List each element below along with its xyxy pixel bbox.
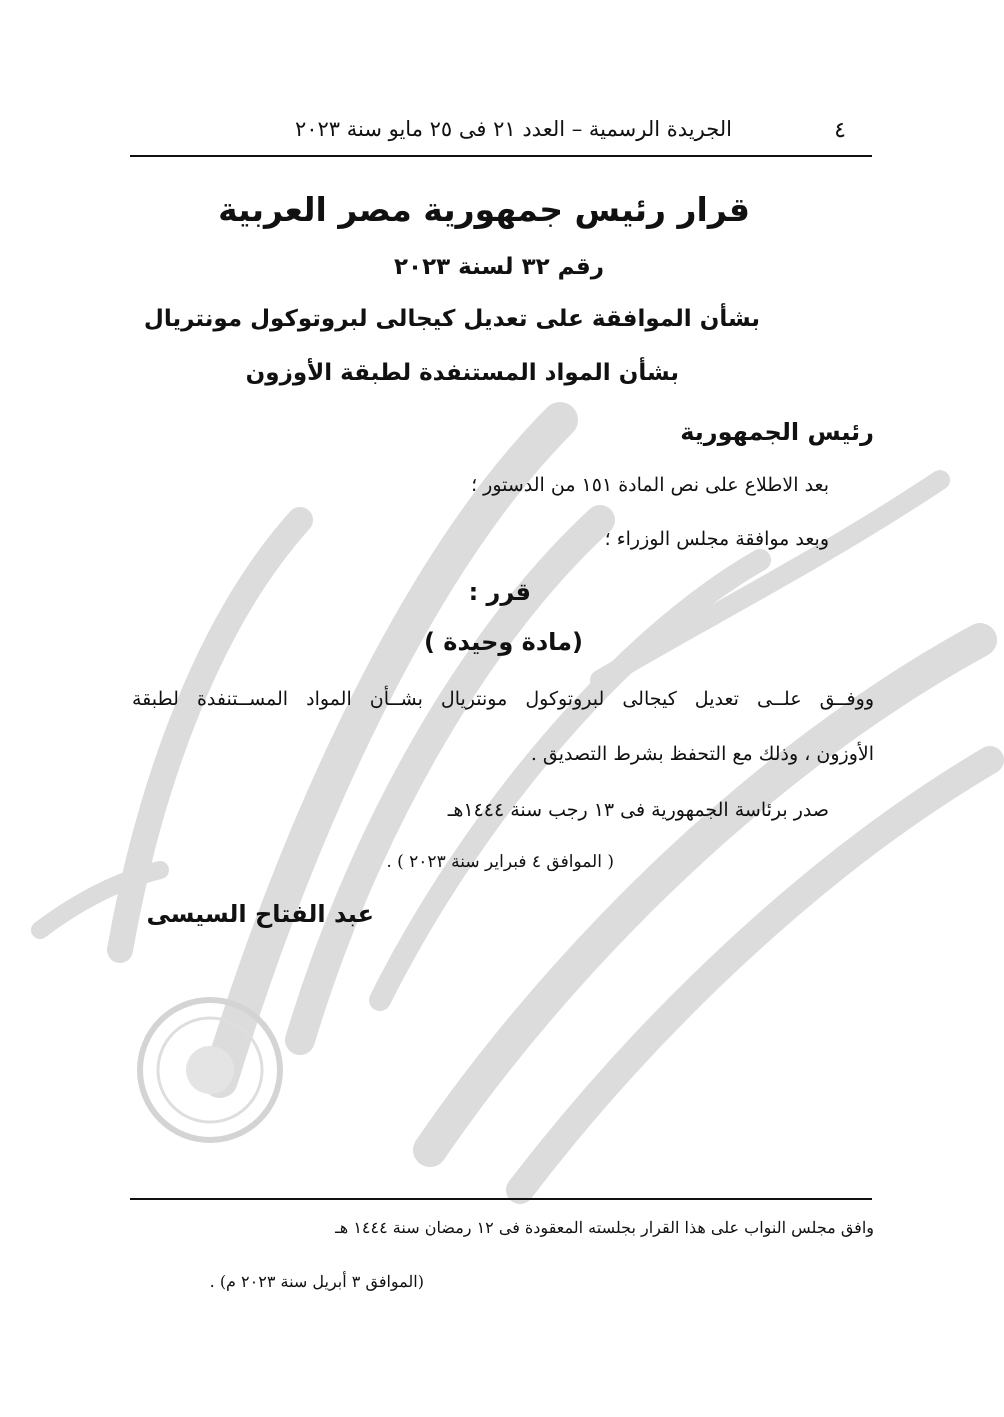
header-divider — [130, 155, 872, 157]
decree-subject-line-2: بشأن المواد المستنفدة لطبقة الأوزون — [245, 360, 679, 386]
article-text-line-1: ووفــق علــى تعديل كيجالى لبروتوكول مونتريال بشــأن المواد المســتنفدة لطبقة — [132, 688, 874, 710]
preamble-line: وبعد موافقة مجلس الوزراء ؛ — [604, 528, 829, 550]
decided-heading: قرر : — [468, 578, 531, 606]
official-seal-icon — [140, 1000, 280, 1140]
footnote-line-1: وافق مجلس النواب على هذا القرار بجلسته المعقودة فى ١٢ رمضان سنة ١٤٤٤ هـ — [335, 1218, 874, 1237]
running-header: الجريدة الرسمية – العدد ٢١ فى ٢٥ مايو سنة ٢٠٢٣ — [294, 117, 732, 141]
president-heading: رئيس الجمهورية — [680, 418, 874, 446]
article-heading: (مادة وحيدة ) — [423, 628, 583, 656]
footnote-divider — [130, 1198, 872, 1200]
signature: عبد الفتاح السيسى — [146, 900, 374, 928]
issued-date: صدر برئاسة الجمهورية فى ١٣ رجب سنة ١٤٤٤هـ — [447, 799, 829, 821]
preamble-line: بعد الاطلاع على نص المادة ١٥١ من الدستور ؛ — [471, 474, 829, 496]
decree-number: رقم ٣٢ لسنة ٢٠٢٣ — [394, 254, 604, 280]
article-text-line-2: الأوزون ، وذلك مع التحفظ بشرط التصديق . — [530, 743, 874, 765]
gregorian-date: ( الموافق ٤ فبراير سنة ٢٠٢٣ ) . — [386, 852, 614, 872]
decree-title: قرار رئيس جمهورية مصر العربية — [218, 190, 750, 229]
footnote-line-2: (الموافق ٣ أبريل سنة ٢٠٢٣ م) . — [209, 1272, 424, 1291]
decree-subject-line-1: بشأن الموافقة على تعديل كيجالى لبروتوكول مونتريال — [143, 306, 760, 332]
page-number: ٤ — [834, 118, 846, 143]
